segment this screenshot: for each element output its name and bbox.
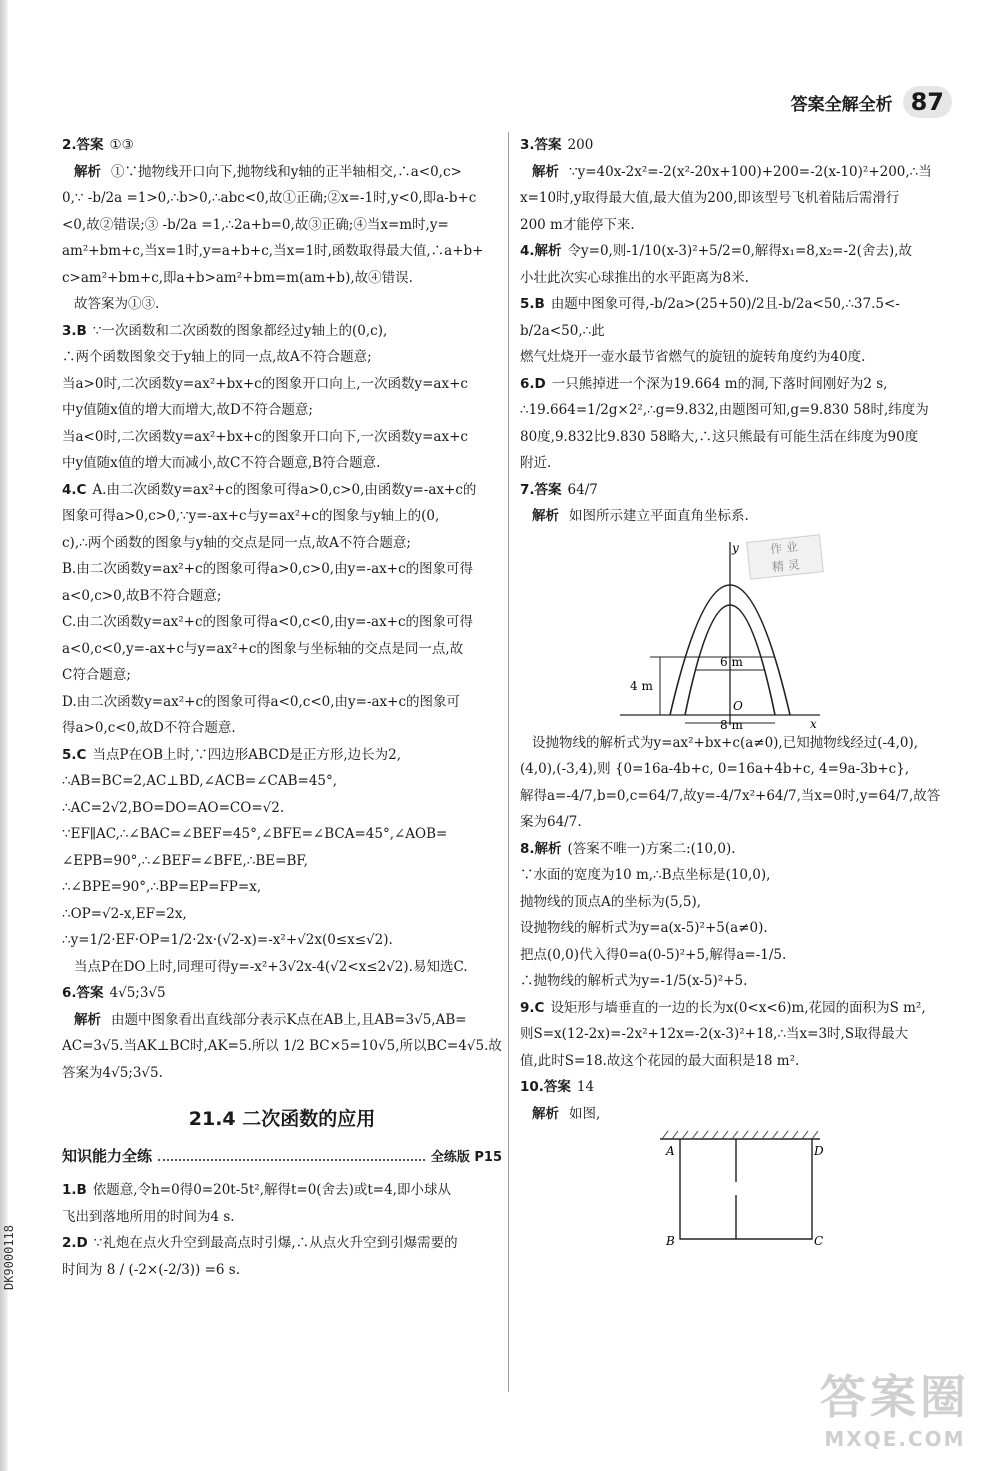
analysis-label: 解析 [532,508,559,524]
q5-line-6: ∴OP=√2-x,EF=2x, [62,905,187,922]
r-q3-line-1: x=10时,y取得最大值,最大值为200,即该型号飞机着陆后需滑行 [520,190,900,206]
origin-label: O [733,698,743,713]
point-b-label: B [666,1234,675,1248]
question-number: 7.答案 [520,481,562,498]
q4-line-7: C符合题意; [62,667,131,683]
q2-line-1: 0,∵ -b/2a =1>0,∴b>0,∴abc<0,故①正确;②x=-1时,y<0,即a-b+c [62,190,477,206]
q5-line-0 [62,742,502,769]
q2-line-5: 故答案为①③. [74,296,160,312]
r-q8-line-1: ∵水面的宽度为10 m,∴B点坐标是(10,0), [520,867,771,883]
analysis-label: 解析 [74,1011,101,1028]
q4-line-2: c),∴两个函数的图象与y轴的交点是同一点,故A不符合题意; [62,534,411,551]
question-number: 3.答案 [520,137,562,153]
text-line: 依题意,令h=0得0=20t-5t²,解得t=0(舍去)或t=4,即小球从 [92,1182,451,1198]
r-q3-line-2: 200 m才能停下来. [520,216,635,233]
q5-line-2: ∴AC=2√2,BO=DO=AO=CO=√2. [62,799,285,816]
analysis-label: 解析 [532,163,559,180]
text-line: 由题中图象看出直线部分表示K点在AB上,且AB=3√5,AB= [111,1011,467,1028]
question-number: 4.C [62,481,87,498]
subsection-header [62,1143,502,1172]
q1b-line-1: 飞出到落地所用的时间为4 s. [62,1208,235,1225]
q5-line-4: ∠EPB=90°,∴∠BEF=∠BFE,∴BE=BF, [62,852,308,869]
r-q4-line-0 [520,238,958,265]
q1b-line-0 [62,1177,502,1204]
question-number: 9.C [520,999,545,1016]
q4-line-4: a<0,c>0,故B不符合题意; [62,587,222,604]
r-q6-line-3: 附近. [520,455,552,471]
page-number: 87 [903,86,952,118]
subsection-version: 全练版 P15 [430,1149,502,1165]
q3-line-5: 中y值随x值的增大而减小,故C不符合题意,B符合题意. [62,455,381,471]
text-line: (答案不唯一)方案二:(10,0). [567,840,736,857]
r-q7-line-3: 案为64/7. [520,814,582,830]
width6-label: 6 m [720,654,743,669]
r-q6-line-1: ∴19.664=1/2g×2²,∴g=9.832,由题图可知,g=9.830 58时,纬度为 [520,402,929,418]
question-number: 1.B [62,1182,87,1198]
column-divider [508,132,509,1392]
height4-label: 4 m [630,678,653,693]
answer-value: 64/7 [567,481,598,498]
text-line: ∵y=40x-2x²=-2(x²-20x+100)+200=-2(x-10)²+200,∴当 [569,163,932,180]
header-title: 答案全解全析 [790,94,893,115]
q6-line-1: AC=3√5.当AK⊥BC时,AK=5.所以 1/2 BC×5=10√5,所以BC=4√5.故 [62,1038,502,1054]
text-line: ①∵抛物线开口向下,抛物线和y轴的正半轴相交,∴a<0,c> [111,163,462,180]
r-q7-line-0: 设抛物线的解析式为y=ax²+bx+c(a≠0),已知抛物线经过(-4,0), [532,734,919,751]
watermark-url: MXQE.COM [824,1427,966,1451]
point-c-label: C [814,1234,824,1248]
point-d-label: D [814,1144,824,1158]
dotted-leader [158,1159,425,1161]
r-q8-line-2: 抛物线的顶点A的坐标为(5,5), [520,893,702,910]
width8-label: 8 m [720,717,743,732]
left-column [62,132,502,1283]
text-line: 设矩形与墙垂直的一边的长为x(0<x<6)m,花园的面积为S m², [550,999,926,1016]
question-number: 4.解析 [520,243,562,259]
right-column [520,132,958,1247]
q2d-line-1: 时间为 8 / (-2×(-2/3)) =6 s. [62,1261,241,1278]
homework-stamp [746,534,824,580]
r-q3-line-0 [520,159,958,186]
text-line: 如图所示建立平面直角坐标系. [569,508,749,524]
text-line: 如图, [569,1105,601,1122]
question-number: 10.答案 [520,1079,571,1095]
r-q7-line-1: (4,0),(-3,4),则 {0=16a-4b+c, 0=16a+4b+c, 4=9a-3b+c}, [520,761,910,777]
site-watermark [820,1361,970,1451]
r-q10-answer-line [520,1074,958,1101]
y-axis-label: y [732,540,739,555]
question-number: 5.B [520,296,545,312]
r-q3-answer-line [520,132,958,159]
text-line: ∵一次函数和二次函数的图象都经过y轴上的(0,c), [92,322,388,339]
r-q9-line-1: 则S=x(12-2x)=-2x²+12x=-2(x-3)²+18,∴当x=3时,S取得最大 [520,1026,909,1042]
question-number: 3.B [62,322,87,339]
r-q5-line-1: 燃气灶烧开一壶水最节省燃气的旋钮的旋转角度约为40度. [520,349,866,365]
r-q7-answer-line [520,477,958,504]
q2-line-3: am²+bm+c,当x=1时,y=a+b+c,当x=1时,函数取得最大值,∴a+b+ [62,243,484,259]
q5-line-1: ∴AB=BC=2,AC⊥BD,∠ACB=∠CAB=45°, [62,773,338,789]
q3-line-1: ∴两个函数图象交于y轴上的同一点,故A不符合题意; [62,349,372,365]
q4-line-8: D.由二次函数y=ax²+c的图象可得a<0,c<0,由y=-ax+c的图象可 [62,693,461,710]
text-line: 令y=0,则-1/10(x-3)²+5/2=0,解得x₁=8,x₂=-2(舍去),故 [567,243,912,259]
q3-line-3: 中y值随x值的增大而增大,故D不符合题意; [62,402,313,418]
analysis-label: 解析 [74,163,101,180]
q6-answer-line [62,980,502,1007]
q5-line-7: ∴y=1/2·EF·OP=1/2·2x·(√2-x)=-x²+√2x(0≤x≤√2). [62,932,393,948]
answer-value: 4√5;3√5 [109,985,166,1001]
q4-line-3: B.由二次函数y=ax²+c的图象可得a>0,c>0,由y=-ax+c的图象可得 [62,561,474,577]
text-line: ∵礼炮在点火升空到最高点时引爆,∴从点火升空到引爆需要的 [93,1235,458,1251]
q4-line-5: C.由二次函数y=ax²+c的图象可得a<0,c<0,由y=-ax+c的图象可得 [62,614,474,630]
r-q8-line-0 [520,836,958,863]
page-header [791,86,952,118]
r-q6-line-0 [520,371,958,398]
q4-line-6: a<0,c<0,y=-ax+c与y=ax²+c的图象与坐标轴的交点是同一点,故 [62,640,464,657]
question-number: 2.答案 [62,137,104,153]
r-q9-line-2: 值,此时S=18.故这个花园的最大面积是18 m². [520,1052,800,1069]
x-axis-label: x [810,716,817,731]
r-q9-line-0 [520,995,958,1022]
q5-line-3: ∵EF∥AC,∴∠BAC=∠BEF=45°,∠BFE=∠BCA=45°,∠AOB= [62,826,448,842]
text-line: 一只熊掉进一个深为19.664 m的洞,下落时间刚好为2 s, [551,375,888,392]
q4-line-9: 得a>0,c<0,故D不符合题意. [62,720,236,736]
answer-value: ①③ [109,137,134,153]
r-q7-intro [520,503,958,530]
q3-line-4: 当a<0时,二次函数y=ax²+bx+c的图象开口向下,一次函数y=ax+c [62,428,468,445]
r-q8-line-3: 设抛物线的解析式为y=a(x-5)²+5(a≠0). [520,920,768,936]
r-q4-line-1: 小壮此次实心球推出的水平距离为8米. [520,269,749,286]
analysis-label: 解析 [532,1105,559,1122]
side-barcode-text: DK9000118 [2,1225,16,1291]
q6-line-0 [62,1007,502,1034]
answer-value: 200 [567,137,594,153]
q4-line-1: 图象可得a>0,c>0,∵y=-ax+c与y=ax²+c的图象与y轴上的(0, [62,508,440,524]
r-q10-intro [520,1101,958,1128]
section-title: 21.4 二次函数的应用 [188,1108,376,1130]
question-number: 8.解析 [520,840,562,857]
q6-line-2: 答案为4√5;3√5. [62,1064,163,1081]
r-q5-line-0 [520,291,958,344]
r-q8-line-4: 把点(0,0)代入得0=a(0-5)²+5,解得a=-1/5. [520,946,787,963]
q4-line-0 [62,477,502,504]
question-number: 2.D [62,1235,88,1251]
question-number: 6.答案 [62,985,104,1001]
q3-line-0 [62,318,502,345]
r-q6-line-2: 80度,9.832比9.830 58略大,∴这只熊最有可能生活在纬度为90度 [520,428,919,445]
r-q8-line-5: ∴抛物线的解析式为y=-1/5(x-5)²+5. [520,973,748,989]
q2d-line-0 [62,1230,502,1257]
text-line: A.由二次函数y=ax²+c的图象可得a>0,c>0,由函数y=-ax+c的 [92,481,477,498]
q3-line-2: 当a>0时,二次函数y=ax²+bx+c的图象开口向上,一次函数y=ax+c [62,375,468,392]
question-number: 6.D [520,375,546,392]
stamp-line-2: 精 灵 [771,557,801,575]
q2-line-2: <0,故②错误;③ -b/2a =1,∴2a+b=0,故③正确;④当x=m时,y= [62,216,449,233]
point-a-label: A [666,1144,675,1158]
subsection-title: 知识能力全练 [62,1146,153,1165]
stamp-line-1: 作 业 [769,539,799,557]
r-q7-line-2: 解得a=-4/7,b=0,c=64/7,故y=-4/7x²+64/7,当x=0时,y=64/7,故答 [520,787,941,804]
q2-answer-line [62,132,502,159]
q2-line-0 [62,159,502,186]
fence-diagram-figure [520,1127,824,1248]
q2-line-4: c>am²+bm+c,即a+b>am²+bm=m(am+b),故④错误. [62,269,413,286]
answer-value: 14 [576,1079,595,1095]
text-line: 由题中图象可得,-b/2a>(25+50)/2且-b/2a<50,∴37.5<-b/2a<50,∴此 [520,296,900,339]
text-line: 当点P在OB上时,∵四边形ABCD是正方形,边长为2, [92,746,402,763]
q5-line-8: 当点P在DO上时,同理可得y=-x²+3√2x-4(√2<x≤2√2).易知选C. [74,958,468,975]
question-number: 5.C [62,746,87,763]
wall-hatching [662,1131,818,1139]
fence-outline [680,1139,812,1239]
watermark-logo-text: 答案圈 [820,1370,970,1424]
q5-line-5: ∴∠BPE=90°,∴BP=EP=FP=x, [62,879,262,895]
